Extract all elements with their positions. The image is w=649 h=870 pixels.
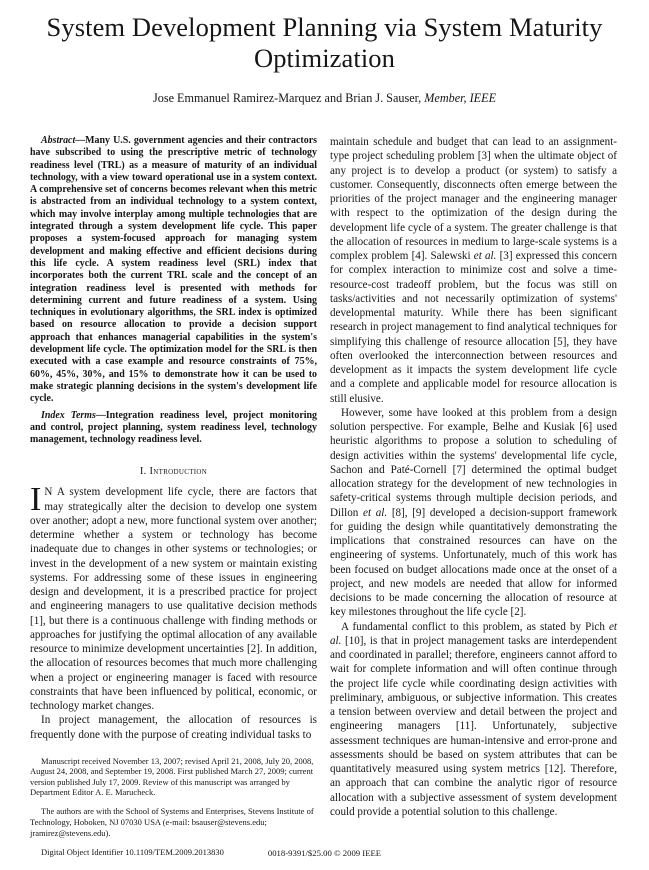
copyright-line: 0018-9391/$25.00 © 2009 IEEE [267, 848, 382, 858]
body-paragraph-2 [330, 406, 617, 620]
abstract-lead: Abstract [41, 135, 76, 146]
intro-start: N A [44, 486, 65, 499]
body-paragraph-3-a: A fundamental conflict to this problem, as stated by Pich [341, 620, 609, 633]
right-column [330, 135, 617, 819]
drop-cap: I [30, 481, 42, 519]
body-paragraph-1 [330, 135, 617, 406]
author-membership: Member, IEEE [424, 91, 497, 105]
et-al-3: et al. [330, 620, 617, 647]
abstract [30, 135, 317, 406]
section-heading: I. Introduction [139, 466, 208, 478]
intro-paragraph-2: In project management, the allocation of resources is frequently done with the purpose of creating individual tasks to [30, 714, 317, 741]
paper-title: System Development Planning via System Maturity Optimization [46, 12, 603, 73]
author-names: Jose Emmanuel Ramirez-Marquez and Brian J. Sauser, [152, 91, 422, 105]
body-paragraph-3 [330, 620, 617, 820]
author-line [40, 91, 609, 106]
footnote-doi: Digital Object Identifier 10.1109/TEM.2009.2013830 [41, 846, 224, 857]
intro-paragraph-1 [30, 481, 318, 713]
body-paragraph-3-b: [10], is that in project management tasks are interdependent and coordinated in parallel; therefore, engineers cannot afford to wait for complete information and will often continue through the project life cycle while coordinating design activities with preliminary, ambiguous, or subjective information. This creates a tension between overview and detail between the project and engineering managers [11]. Unfortunately, subjective assessment techniques are human-intensive and error-prone and assessments should be based on system attributes that can be quantitatively measured using system metrics [12]. Therefore, an approach that can combine the analytic rigor of resource allocation with a subjective assessment of system development could provide a potential solution to this challenge. [330, 634, 617, 818]
body-paragraph-1-a: maintain schedule and budget that can lead to an assignment-type project scheduling problem [3] when the ultimate object of any project is to develop a product (or system) to satisfy a customer. Consequently, disconnects often emerge between the priorities of the project manager and the engineering manager with respect to the optimization of the design during the development life cycle of a system. The greater challenge is that the allocation of resources in medium to large-scale systems is a complex problem [4]. Salewski [330, 136, 617, 262]
index-terms-text: —Integration readiness level, project monitoring and control, project planning, system readiness level, technology management, technology readiness level. [30, 409, 317, 446]
et-al-2: et al. [363, 506, 388, 519]
abstract-text: —Many U.S. government agencies and their contractors have subscribed to using the prescriptive metric of technology readiness level (TRL) as a measure of maturity of an individual technology, with a view toward operational use in a system context. A comprehensive set of concerns becomes relevant when this metric is abstracted from an individual technology to a system context, which may involve interplay among multiple technologies that are integrated through a system development life cycle. This paper proposes a system-focused approach for managing system development and making effective and efficient decisions during this life cycle. A system readiness level (SRL) index that incorporates both the current TRL scale and the concept of an integration readiness level is presented with methods for determining current and future readiness of a system. Using techniques in evolutionary algorithms, the SRL index is optimized based on resource allocation to provide a decision support approach that enhances managerial capabilities in the system's development life cycle. The optimization model for the SRL is then executed with a case example and resource constraints of 75%, 60%, 45%, 30%, and 15% to demonstrate how it can be used to make strategic planning decisions in the system's development life cycle. [30, 135, 317, 405]
intro-paragraph-1-text: system development life cycle, there are factors that may strategically alter the decision to develop one system over another; adopt a new, more functional system over another; determine whether a system or technology has become inadequate due to changes in other systems or technologies; or invest in the development of a new system or maintain existing systems. For addressing some of these issues in engineering design and development, it is a prescribed practice for project and engineering managers to use qualitative decision methods [1], but there is a continuous challenge with finding methods or approaches for justifying the optimal allocation of any available resource to minimize development uncertainties [2]. In addition, the allocation of resources becomes that much more challenging when a project or engineering manager is faced with resource constraints that have been influenced by political, economic, or technology market changes. [30, 486, 318, 713]
left-column [30, 135, 317, 742]
footnote-affiliation: The authors are with the School of Systems and Enterprises, Stevens Institute of Technology, Hoboken, NJ 07030 USA (e-mail: bsauser@stevens.edu; jramirez@stevens.edu). [30, 806, 314, 838]
body-paragraph-2-a: However, some have looked at this problem from a design solution perspective. For example, Belhe and Kusiak [6] used heuristic algorithms to propose a solution to scheduling of design activities within the systems' developmental life cycle, Sachon and Paté-Cornell [7] determined the optimal budget allocation strategy for the development of new technologies in safety-critical systems through multiple decision periods, and Dillon [330, 406, 617, 519]
index-terms-lead: Index Terms [41, 409, 96, 421]
body-paragraph-2-b: [8], [9] developed a decision-support framework for guiding the design while quantitatively demonstrating the implications that constrained resources can have on the engineering of systems. Unfortunately, much of this work has been focused on budget allocations made once at the onset of a project, and new models are needed that allow for informed decisions to be made concerning the allocation of resource at key milestones throughout the life cycle [2]. [330, 506, 617, 619]
index-terms [30, 410, 317, 447]
body-paragraph-1-b: [3] expressed this concern for complex interaction to minimize cost and solve a time-resource-cost tradeoff problem, but the focus was still on tasks/activities and not necessarily optimization of systems' developmental maturity. While there has been significant research in project management to find analytical techniques for simplifying this challenge of resource allocation [5], they have often overlooked the interconnection between resources and development as it impacts the system development life cycle and a complete and applicable model for resource allocation is still elusive. [330, 250, 618, 405]
et-al-1: et al. [473, 250, 497, 262]
footnote-received: Manuscript received November 13, 2007; revised April 21, 2008, July 20, 2008, August 24, 2008, and September 19, 2008. First published March 27, 2009; current version published July 17, 2009. Review of this manuscript was arranged by Department Editor A. E. Marucheck. [30, 755, 314, 798]
